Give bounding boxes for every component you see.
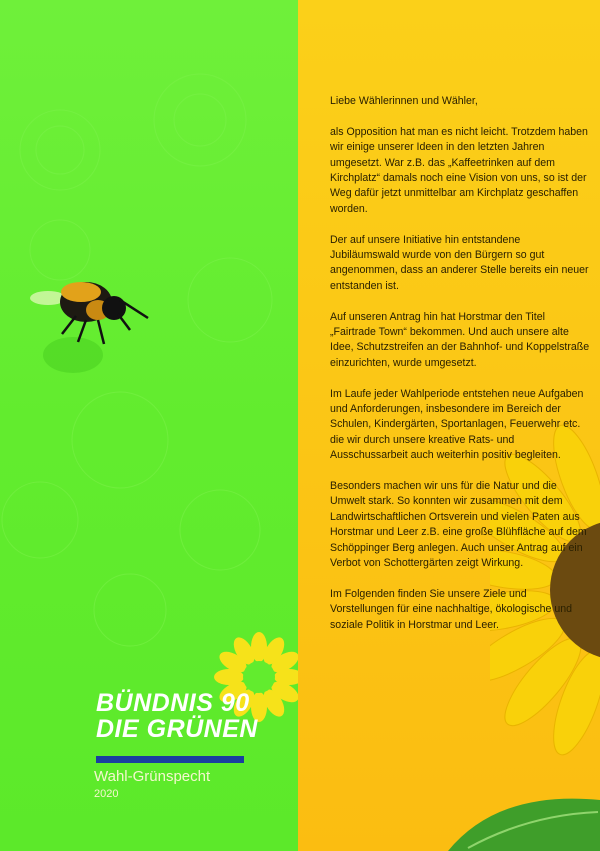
bumblebee-icon (26, 270, 151, 350)
paragraph: Der auf unsere Initiative hin entstandene Jubiläumswald wurde von den Bürgern so gut angenommen, dass an anderer Stelle bereits ein neuer entstanden ist. (330, 233, 589, 292)
publication-title: Wahl-Grünspecht (94, 768, 211, 785)
publication-year: 2020 (94, 788, 119, 800)
logo-line-2: DIE GRÜNEN (96, 715, 258, 743)
leaf-icon (438, 790, 600, 851)
left-panel (0, 0, 298, 851)
logo-line-1: BÜNDNIS 90 (96, 689, 250, 717)
logo-bar (96, 756, 244, 763)
paragraph: Im Folgenden finden Sie unsere Ziele und Vorstellungen für eine nachhaltige, ökologische und soziale Politik in Horstmar und Leer. (330, 587, 573, 631)
paragraph: Auf unseren Antrag hin hat Horstmar den Titel „Fairtrade Town“ bekommen. Und auch unsere alte Idee, Schutzstreifen an der Bahnhof- und Koppelstraße einzurichten, wurde umgesetzt. (330, 310, 590, 369)
letter-text (330, 94, 592, 649)
paragraph: als Opposition hat man es nicht leicht. Trotzdem haben wir einige unserer Ideen in den letzten Jahren umgesetzt. War z.B. das „Kaffeetrinken auf dem Kirchplatz“ damals noch eine Vision von uns, so ist der Weg dafür jetzt unmittelbar am Kirchplatz geschaffen worden. (330, 125, 588, 215)
paragraph: Im Laufe jeder Wahlperiode entstehen neue Aufgaben und Anforderungen, insbesondere im Bereich der Schulen, Kindergärten, Sportanlagen, Feuerwehr etc. die wir durch unsere kreative Rats- und Ausschussarbeit auch weiterhin positiv begleiten. (330, 387, 584, 462)
paragraph: Besonders machen wir uns für die Natur und die Umwelt stark. So konnten wir zusammen mit dem Landwirtschaftlichen Ortsverein und vielen Paten aus Horstmar und Leer z.B. eine große Blühfläche auf dem Schöppinger Berg anlegen. Auch unser Antrag auf ein Verbot von Schottergärten zeigt Wirkung. (330, 480, 587, 570)
party-logo (96, 690, 258, 742)
salutation: Liebe Wählerinnen und Wähler, (330, 95, 478, 107)
